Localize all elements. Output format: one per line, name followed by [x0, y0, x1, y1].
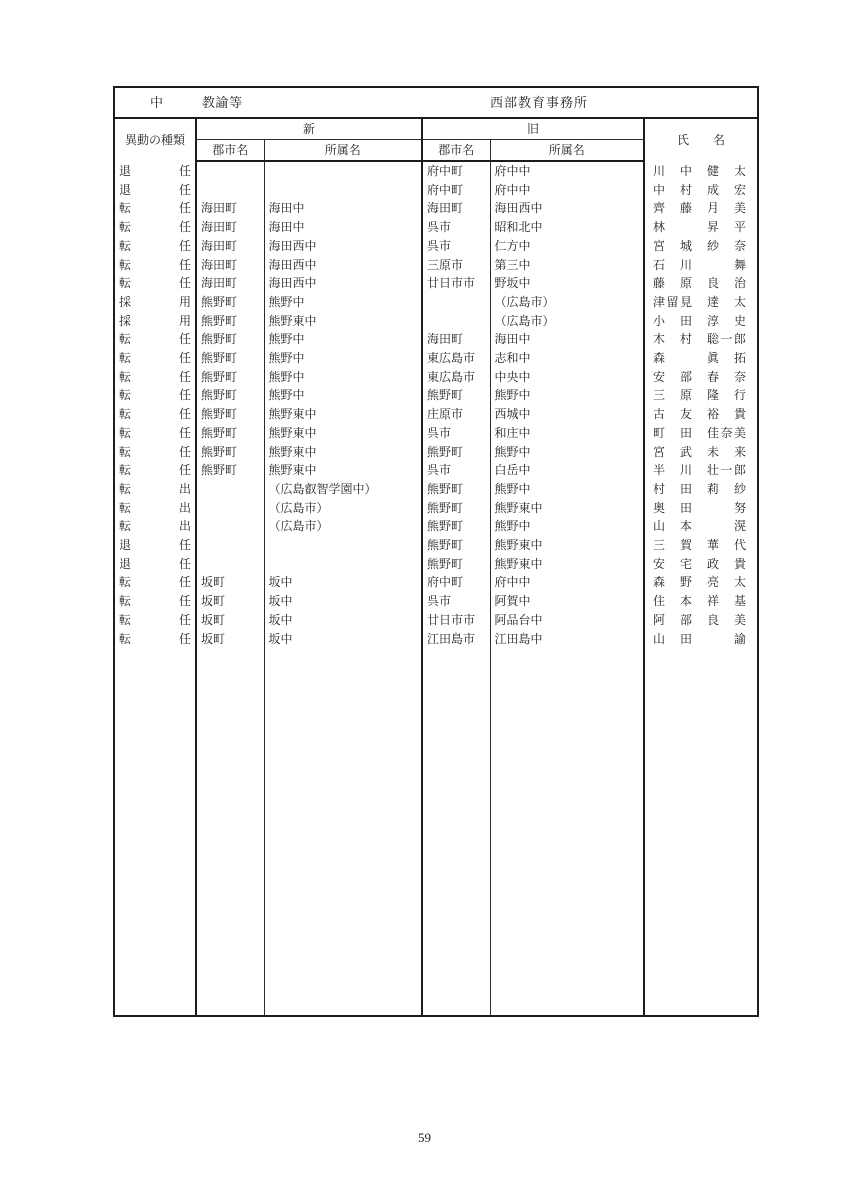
cell-new-city: 海田町 — [196, 199, 264, 218]
header-row-groups — [114, 118, 758, 140]
cell-transfer-type: 退 任 — [118, 556, 191, 571]
cell-transfer-type: 退 任 — [118, 182, 191, 197]
cell-old-city: 呉市 — [422, 218, 490, 237]
cell-person-name: 石 川 舞 — [644, 256, 758, 275]
cell-old-school: 阿賀中 — [490, 592, 644, 611]
caption-cell — [114, 87, 758, 118]
cell-transfer-type: 採 用 — [118, 313, 191, 328]
filler-cell — [114, 648, 196, 1016]
cell-person-name: 中 村 成 宏 — [644, 181, 758, 200]
header-old: 旧 — [422, 118, 644, 140]
cell-person-name: 奥 田 努 — [644, 499, 758, 518]
table-row — [114, 480, 758, 499]
cell-new-school: 熊野中 — [264, 349, 422, 368]
table-row — [114, 443, 758, 462]
table-row — [114, 573, 758, 592]
table-row — [114, 349, 758, 368]
cell-old-city: 熊野町 — [422, 517, 490, 536]
cell-new-school: 熊野中 — [264, 293, 422, 312]
cell-new-school — [264, 181, 422, 200]
cell-new-city: 海田町 — [196, 256, 264, 275]
cell-new-school: （広島市） — [264, 499, 422, 518]
cell-transfer-type: 転 任 — [118, 238, 191, 253]
cell-old-city: 江田島市 — [422, 630, 490, 649]
cell-person-name: 山 本 滉 — [644, 517, 758, 536]
personnel-transfer-table-wrap — [113, 86, 759, 1017]
table-row — [114, 499, 758, 518]
cell-transfer-type: 転 任 — [118, 407, 191, 422]
cell-old-school: 和庄中 — [490, 424, 644, 443]
cell-old-school: 熊野中 — [490, 443, 644, 462]
cell-old-school: 熊野中 — [490, 386, 644, 405]
filler-cell — [490, 648, 644, 1016]
table-row — [114, 368, 758, 387]
cell-new-city — [196, 499, 264, 518]
table-row — [114, 274, 758, 293]
cell-transfer-type: 採 用 — [118, 294, 191, 309]
cell-old-city: 東広島市 — [422, 368, 490, 387]
cell-new-school: 海田中 — [264, 218, 422, 237]
header-new-city: 郡市名 — [196, 140, 264, 162]
table-row — [114, 405, 758, 424]
cell-old-city: 廿日市市 — [422, 274, 490, 293]
table-row — [114, 293, 758, 312]
cell-old-city: 府中町 — [422, 573, 490, 592]
cell-old-school: 府中中 — [490, 573, 644, 592]
table-row — [114, 424, 758, 443]
cell-old-school: （広島市） — [490, 293, 644, 312]
cell-new-school: 坂中 — [264, 592, 422, 611]
cell-person-name: 宮 城 紗 奈 — [644, 237, 758, 256]
cell-transfer-type: 転 任 — [118, 612, 191, 627]
cell-transfer-type: 転 任 — [118, 388, 191, 403]
table-row — [114, 161, 758, 181]
filler-row — [114, 648, 758, 1016]
cell-new-school: 熊野中 — [264, 368, 422, 387]
cell-new-school: 坂中 — [264, 630, 422, 649]
table-row — [114, 461, 758, 480]
cell-new-city: 坂町 — [196, 592, 264, 611]
table-row — [114, 386, 758, 405]
cell-old-city: 海田町 — [422, 330, 490, 349]
cell-new-city: 熊野町 — [196, 424, 264, 443]
table-row — [114, 611, 758, 630]
table-row — [114, 181, 758, 200]
cell-transfer-type: 転 任 — [118, 463, 191, 478]
cell-person-name: 小 田 淳 史 — [644, 312, 758, 331]
cell-old-city: 熊野町 — [422, 480, 490, 499]
cell-transfer-type: 転 任 — [118, 369, 191, 384]
personnel-transfer-table — [113, 86, 759, 1017]
cell-person-name: 町 田 佳奈美 — [644, 424, 758, 443]
cell-old-city: 熊野町 — [422, 499, 490, 518]
cell-new-city: 海田町 — [196, 218, 264, 237]
cell-old-city: 海田町 — [422, 199, 490, 218]
cell-new-city: 熊野町 — [196, 443, 264, 462]
header-transfer-type: 異動の種類 — [124, 132, 185, 147]
cell-transfer-type: 転 任 — [118, 201, 191, 216]
cell-old-city — [422, 293, 490, 312]
cell-person-name: 半 川 壮一郎 — [644, 461, 758, 480]
cell-person-name: 古 友 裕 貴 — [644, 405, 758, 424]
cell-old-school: 海田西中 — [490, 199, 644, 218]
cell-new-school — [264, 161, 422, 181]
table-row — [114, 256, 758, 275]
cell-new-city: 熊野町 — [196, 330, 264, 349]
cell-transfer-type: 転 任 — [118, 332, 191, 347]
cell-person-name: 山 田 諭 — [644, 630, 758, 649]
cell-old-school: 仁方中 — [490, 237, 644, 256]
cell-old-city: 呉市 — [422, 592, 490, 611]
cell-person-name: 津留見 達 太 — [644, 293, 758, 312]
cell-new-city: 熊野町 — [196, 349, 264, 368]
cell-new-city: 海田町 — [196, 237, 264, 256]
cell-new-city: 熊野町 — [196, 386, 264, 405]
table-header — [114, 87, 758, 161]
cell-old-city: 東広島市 — [422, 349, 490, 368]
cell-transfer-type: 退 任 — [118, 538, 191, 553]
cell-new-school: 海田西中 — [264, 256, 422, 275]
filler-cell — [196, 648, 264, 1016]
cell-transfer-type: 転 任 — [118, 257, 191, 272]
cell-transfer-type: 転 任 — [118, 276, 191, 291]
cell-old-city: 呉市 — [422, 461, 490, 480]
cell-old-school: 江田島中 — [490, 630, 644, 649]
cell-new-school: 海田西中 — [264, 237, 422, 256]
cell-old-city: 廿日市市 — [422, 611, 490, 630]
filler-cell — [644, 648, 758, 1016]
cell-old-school: 熊野中 — [490, 480, 644, 499]
filler-cell — [264, 648, 422, 1016]
cell-transfer-type: 転 任 — [118, 351, 191, 366]
header-old-school: 所属名 — [490, 140, 644, 162]
cell-new-school: 熊野東中 — [264, 405, 422, 424]
cell-new-city: 坂町 — [196, 573, 264, 592]
page-number: 59 — [418, 1130, 431, 1145]
cell-old-school: （広島市） — [490, 312, 644, 331]
table-row — [114, 555, 758, 574]
cell-old-city: 熊野町 — [422, 443, 490, 462]
header-name: 氏 名 — [644, 118, 758, 161]
cell-person-name: 川 中 健 太 — [644, 161, 758, 181]
cell-old-city: 庄原市 — [422, 405, 490, 424]
cell-transfer-type: 転 任 — [118, 575, 191, 590]
table-row — [114, 312, 758, 331]
cell-transfer-type: 転 任 — [118, 444, 191, 459]
cell-new-city: 坂町 — [196, 630, 264, 649]
cell-new-school: 熊野中 — [264, 386, 422, 405]
cell-new-school — [264, 555, 422, 574]
cell-transfer-type: 転 任 — [118, 631, 191, 646]
cell-old-city: 呉市 — [422, 237, 490, 256]
cell-person-name: 林 昇 平 — [644, 218, 758, 237]
cell-new-school — [264, 536, 422, 555]
cell-old-school: 西城中 — [490, 405, 644, 424]
cell-transfer-type: 転 出 — [118, 481, 191, 496]
cell-old-school: 昭和北中 — [490, 218, 644, 237]
cell-new-city — [196, 181, 264, 200]
cell-old-city: 呉市 — [422, 424, 490, 443]
cell-new-city: 海田町 — [196, 274, 264, 293]
office-label: 西部教育事務所 — [490, 95, 589, 110]
cell-new-school: 坂中 — [264, 611, 422, 630]
cell-new-city: 熊野町 — [196, 293, 264, 312]
table-row — [114, 218, 758, 237]
cell-transfer-type: 転 出 — [118, 519, 191, 534]
cell-new-city — [196, 161, 264, 181]
table-body — [114, 161, 758, 1016]
cell-old-school: 中央中 — [490, 368, 644, 387]
cell-old-school: 志和中 — [490, 349, 644, 368]
cell-transfer-type: 転 任 — [118, 594, 191, 609]
header-old-city: 郡市名 — [422, 140, 490, 162]
cell-new-school: 坂中 — [264, 573, 422, 592]
table-caption-row — [114, 87, 758, 118]
cell-old-school: 野坂中 — [490, 274, 644, 293]
cell-old-school: 熊野東中 — [490, 499, 644, 518]
cell-new-school: 熊野東中 — [264, 443, 422, 462]
cell-new-school: 海田中 — [264, 199, 422, 218]
cell-new-city: 熊野町 — [196, 405, 264, 424]
cell-old-school: 第三中 — [490, 256, 644, 275]
table-row — [114, 199, 758, 218]
cell-new-city: 坂町 — [196, 611, 264, 630]
cell-person-name: 藤 原 良 治 — [644, 274, 758, 293]
header-new: 新 — [196, 118, 422, 140]
table-row — [114, 237, 758, 256]
cell-person-name: 三 賀 華 代 — [644, 536, 758, 555]
cell-person-name: 村 田 莉 紗 — [644, 480, 758, 499]
cell-old-school: 海田中 — [490, 330, 644, 349]
cell-person-name: 安 宅 政 貴 — [644, 555, 758, 574]
cell-new-city: 熊野町 — [196, 461, 264, 480]
cell-old-school: 府中中 — [490, 181, 644, 200]
cell-new-city — [196, 555, 264, 574]
cell-new-city: 熊野町 — [196, 312, 264, 331]
cell-new-city — [196, 517, 264, 536]
table-row — [114, 536, 758, 555]
cell-person-name: 阿 部 良 美 — [644, 611, 758, 630]
cell-old-school: 白岳中 — [490, 461, 644, 480]
cell-old-city: 三原市 — [422, 256, 490, 275]
cell-old-school: 熊野東中 — [490, 555, 644, 574]
cell-old-city: 熊野町 — [422, 555, 490, 574]
cell-new-school: 熊野中 — [264, 330, 422, 349]
header-new-school: 所属名 — [264, 140, 422, 162]
cell-old-school: 熊野東中 — [490, 536, 644, 555]
table-row — [114, 630, 758, 649]
staff-category-label: 教諭等 — [202, 95, 243, 110]
cell-new-school: 熊野東中 — [264, 461, 422, 480]
cell-new-city — [196, 480, 264, 499]
cell-old-city: 熊野町 — [422, 386, 490, 405]
cell-new-school: 海田西中 — [264, 274, 422, 293]
cell-new-city: 熊野町 — [196, 368, 264, 387]
cell-transfer-type: 転 出 — [118, 500, 191, 515]
cell-old-school: 府中中 — [490, 161, 644, 181]
cell-new-school: 熊野東中 — [264, 312, 422, 331]
cell-new-city — [196, 536, 264, 555]
cell-person-name: 齊 藤 月 美 — [644, 199, 758, 218]
cell-old-city: 熊野町 — [422, 536, 490, 555]
filler-cell — [422, 648, 490, 1016]
cell-old-city: 府中町 — [422, 181, 490, 200]
cell-person-name: 森 野 亮 太 — [644, 573, 758, 592]
cell-new-school: 熊野東中 — [264, 424, 422, 443]
cell-person-name: 住 本 祥 基 — [644, 592, 758, 611]
cell-transfer-type: 転 任 — [118, 220, 191, 235]
cell-new-school: （広島叡智学園中） — [264, 480, 422, 499]
cell-person-name: 宮 武 未 来 — [644, 443, 758, 462]
cell-old-city — [422, 312, 490, 331]
cell-old-school: 阿品台中 — [490, 611, 644, 630]
table-row — [114, 592, 758, 611]
cell-person-name: 木 村 聡一郎 — [644, 330, 758, 349]
cell-transfer-type: 転 任 — [118, 425, 191, 440]
table-row — [114, 330, 758, 349]
cell-new-school: （広島市） — [264, 517, 422, 536]
cell-old-city: 府中町 — [422, 161, 490, 181]
table-row — [114, 517, 758, 536]
cell-transfer-type: 退 任 — [118, 163, 191, 178]
cell-person-name: 安 部 春 奈 — [644, 368, 758, 387]
cell-person-name: 森 眞 拓 — [644, 349, 758, 368]
cell-person-name: 三 原 隆 行 — [644, 386, 758, 405]
cell-old-school: 熊野中 — [490, 517, 644, 536]
school-level-label: 中 — [150, 95, 164, 110]
